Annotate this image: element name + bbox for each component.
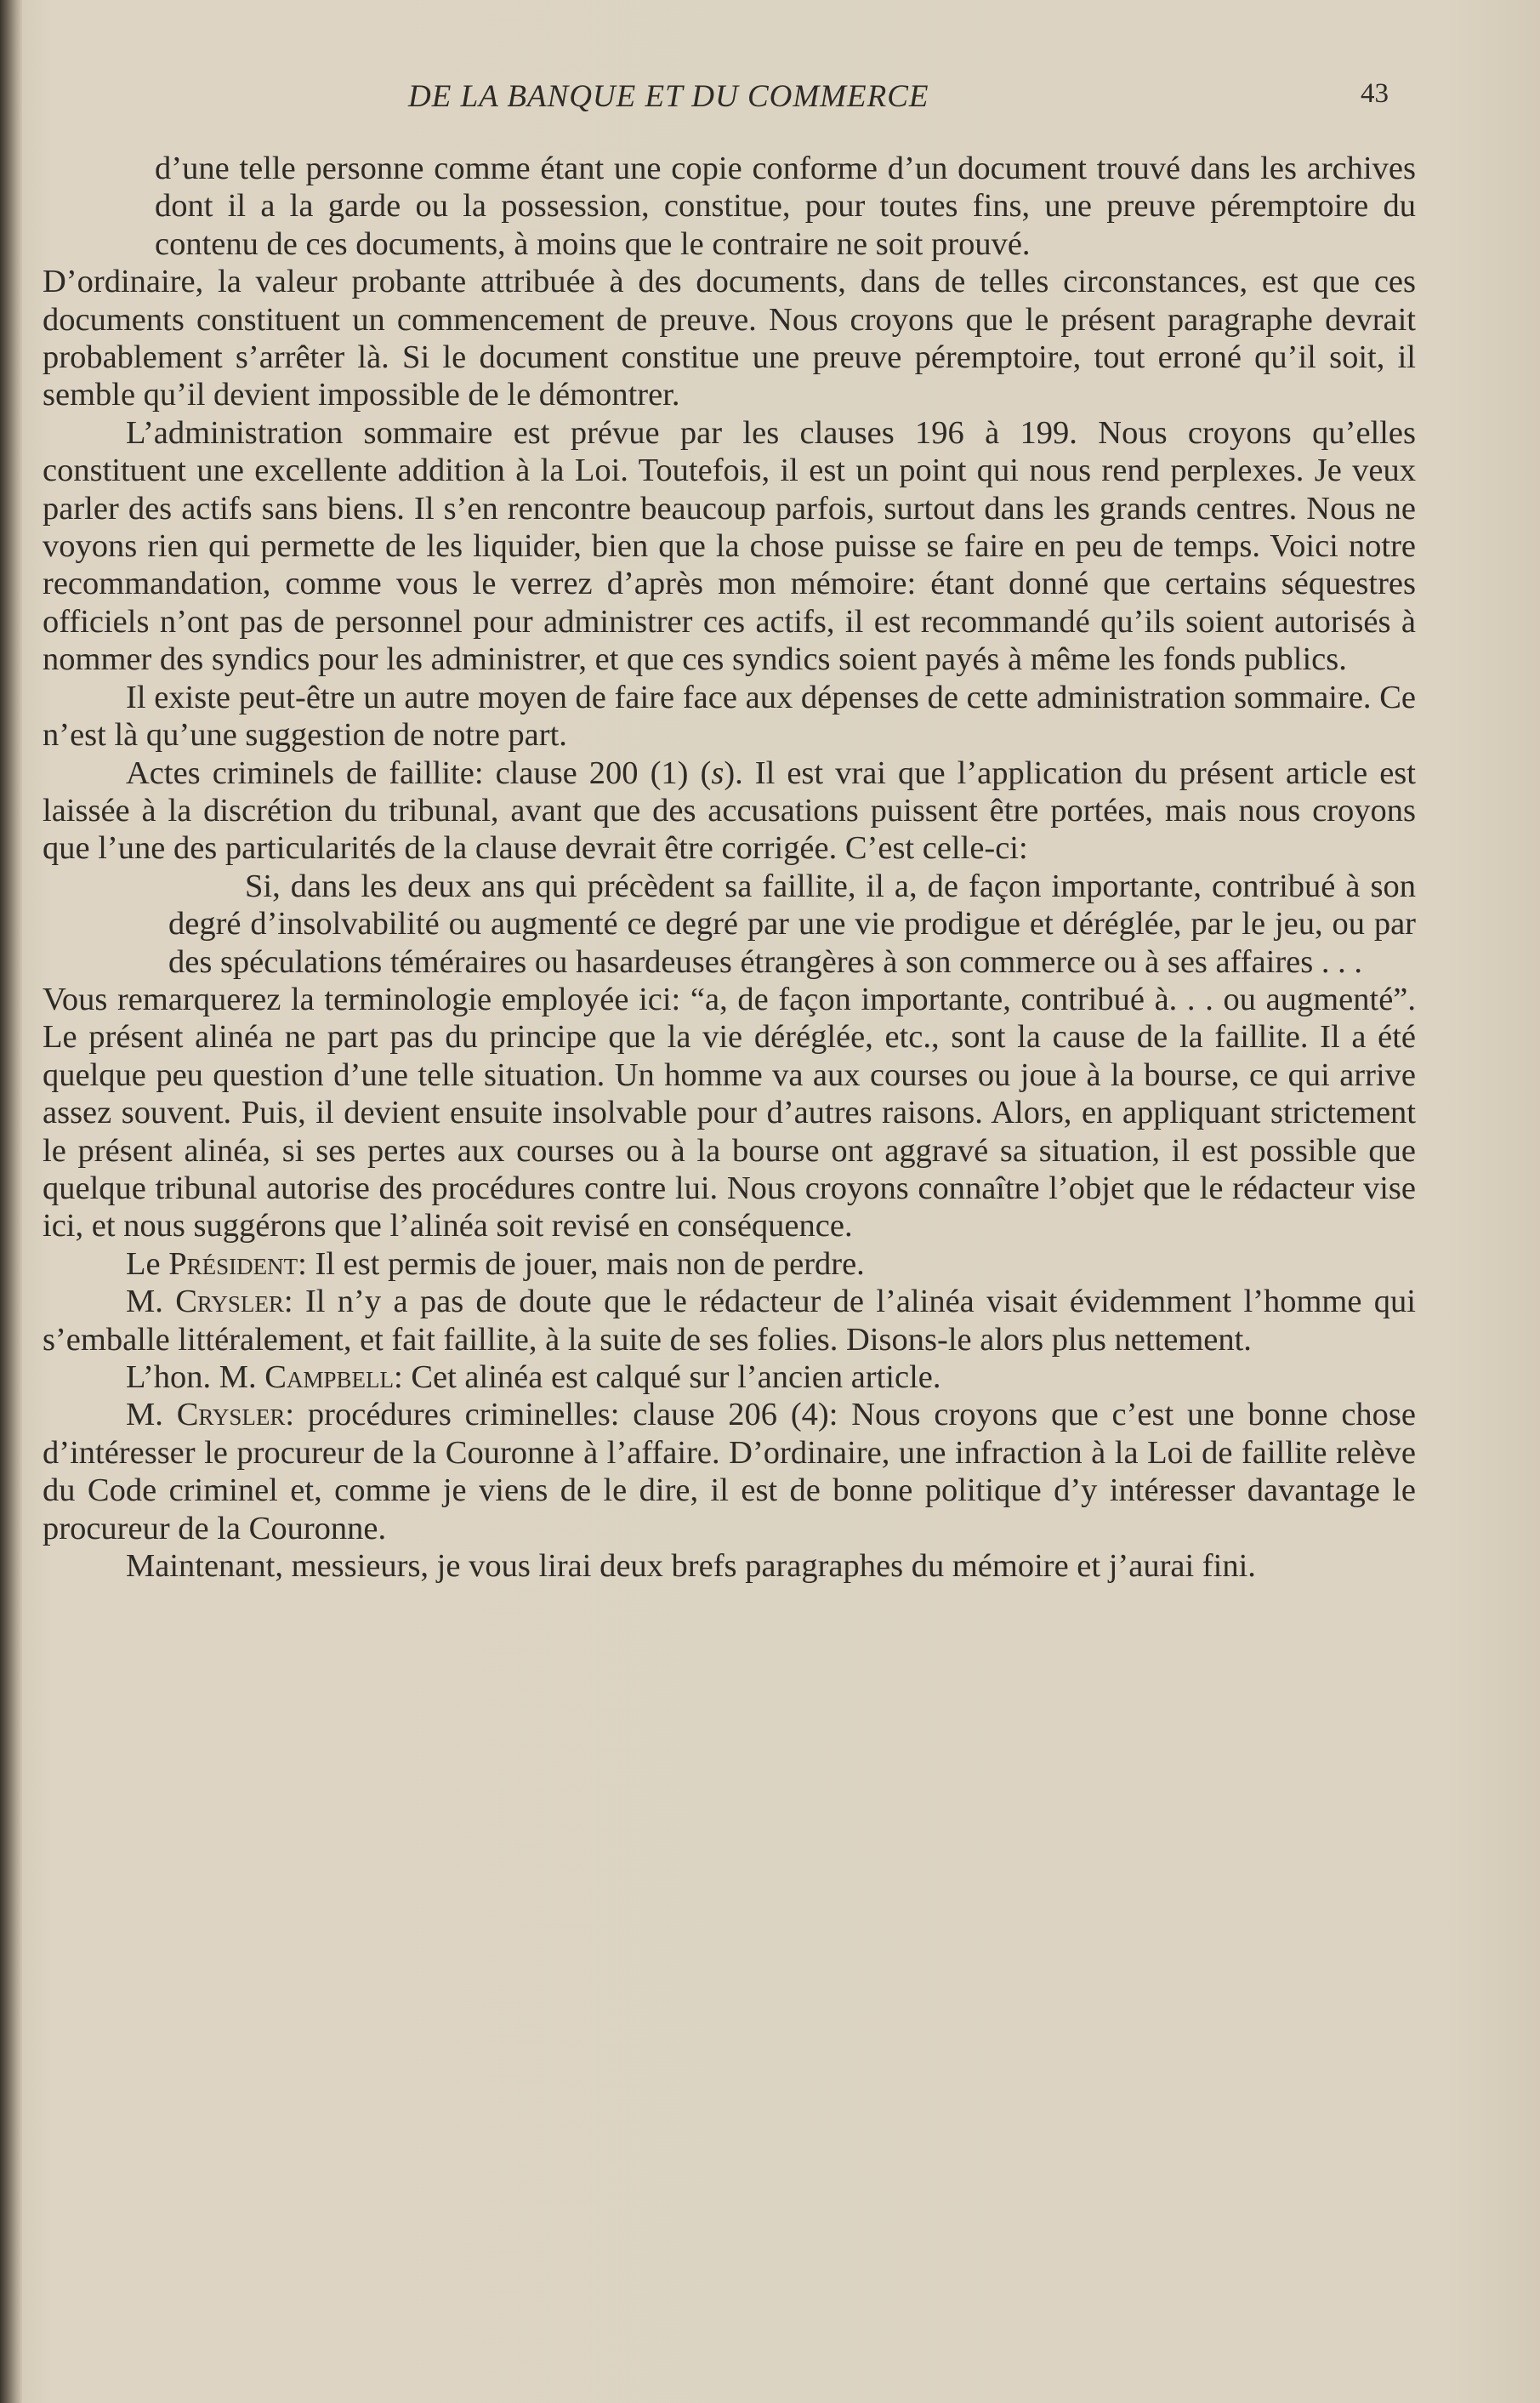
page-body <box>43 150 1416 1585</box>
page-header <box>0 78 1540 121</box>
paragraph-other-means: Il existe peut-être un autre moyen de faire face aux dépenses de cette administration sommaire. Ce n’est là qu’une suggestion de notre part. <box>43 679 1416 754</box>
speech-text: : Cet alinéa est calqué sur l’ancien article. <box>394 1359 941 1395</box>
speaker-prefix: M. <box>126 1397 177 1433</box>
speech-crysler-2 <box>43 1396 1416 1547</box>
speaker-prefix: M. <box>126 1284 176 1320</box>
criminal-acts-text-before: Actes criminels de faillite: clause 200 (1) ( <box>126 754 712 791</box>
paragraph-terminology: Vous remarquerez la terminologie employée ici: “a, de façon importante, contribué à. . . ou augmenté”. Le présent alinéa ne part pas du principe que la vie déréglée, etc., sont la cause de la faillite. Il a été quelque peu question d’une telle situation. Un homme va aux courses ou joue à la bourse, ce qui arrive assez souvent. Puis, il devient ensuite insolvable pour d’autres raisons. Alors, en appliquant strictement le présent alinéa, si ses pertes aux courses ou à la bourse ont aggravé sa situation, il est possible que quelque tribunal autorise des procédures contre lui. Nous croyons connaître l’objet que le rédacteur vise ici, et nous suggérons que l’alinéa soit revisé en conséquence. <box>43 981 1416 1244</box>
speaker-name: Crysler <box>176 1397 286 1433</box>
book-spine-shadow <box>0 0 22 2403</box>
speech-crysler-1 <box>43 1283 1416 1358</box>
speaker-name: Crysler <box>175 1284 284 1320</box>
speech-text: : Il n’y a pas de doute que le rédacteur de l’alinéa visait évidemment l’homme qui s’emballe littéralement, et fait faillite, à la suite de ses folies. Disons-le alors plus nettement. <box>43 1284 1416 1358</box>
speaker-prefix: L’hon. M. <box>126 1359 265 1395</box>
criminal-acts-text-after: ). Il est vrai que l’application du présent article est laissée à la discrétion du tribunal, avant que des accusations puissent être portées, mais nous croyons que l’une des particularités de la clause devrait être corrigée. C’est celle-ci: <box>43 754 1416 867</box>
speech-president <box>43 1245 1416 1283</box>
speaker-prefix: Le <box>126 1245 169 1282</box>
quoted-statute-continuation: d’une telle personne comme étant une copie conforme d’un document trouvé dans les archives dont il a la garde ou la possession, constitue, pour toutes fins, une preuve péremptoire du contenu de ces documents, à moins que le contraire ne soit prouvé. <box>155 151 1416 262</box>
speaker-name: Campbell <box>264 1359 394 1395</box>
page-number: 43 <box>1361 78 1389 109</box>
quoted-clause: Si, dans les deux ans qui précèdent sa faillite, il a, de façon importante, contribué à son degré d’insolvabilité ou augmenté ce degré par une vie prodigue et déréglée, par le jeu, ou par des spéculations téméraires ou hasardeuses étrangères à son commerce ou à ses affaires . . . <box>168 868 1416 980</box>
paragraph-closing: Maintenant, messieurs, je vous lirai deux brefs paragraphes du mémoire et j’aurai fini. <box>126 1548 1256 1585</box>
speech-text: : procédures criminelles: clause 206 (4): Nous croyons que c’est une bonne chose d’intéresser le procureur de la Couronne à l’affaire. D’ordinaire, une infraction à la Loi de faillite relève du Code criminel et, comme je viens de le dire, il est de bonne politique d’y intéresser davantage le procureur de la Couronne. <box>43 1397 1416 1546</box>
criminal-acts-italic: s <box>711 754 725 791</box>
paragraph-probative-value: D’ordinaire, la valeur probante attribuée à des documents, dans de telles circonstances, est que ces documents constituent un commencement de preuve. Nous croyons que le présent paragraphe devrait probablement s’arrêter là. Si le document constitue une preuve péremptoire, tout erroné qu’il soit, il semble qu’il devient impossible de le démontrer. <box>43 264 1416 413</box>
running-head: DE LA BANQUE ET DU COMMERCE <box>408 79 929 114</box>
speech-text: : Il est permis de jouer, mais non de perdre. <box>298 1245 865 1282</box>
speaker-name: Président <box>168 1245 298 1282</box>
paragraph-criminal-acts <box>43 754 1416 868</box>
speech-campbell <box>43 1358 1416 1396</box>
paragraph-summary-administration: L’administration sommaire est prévue par les clauses 196 à 199. Nous croyons qu’elles constituent une excellente addition à la Loi. Toutefois, il est un point qui nous rend perplexes. Je veux parler des actifs sans biens. Il s’en rencontre beaucoup parfois, surtout dans les grands centres. Nous ne voyons rien qui permette de les liquider, bien que la chose puisse se faire en peu de temps. Voici notre recommandation, comme vous le verrez d’après mon mémoire: étant donné que certains séquestres officiels n’ont pas de personnel pour administrer ces actifs, il est recommandé qu’ils soient autorisés à nommer des syndics pour les administrer, et que ces syndics soient payés à même les fonds publics. <box>43 414 1416 678</box>
